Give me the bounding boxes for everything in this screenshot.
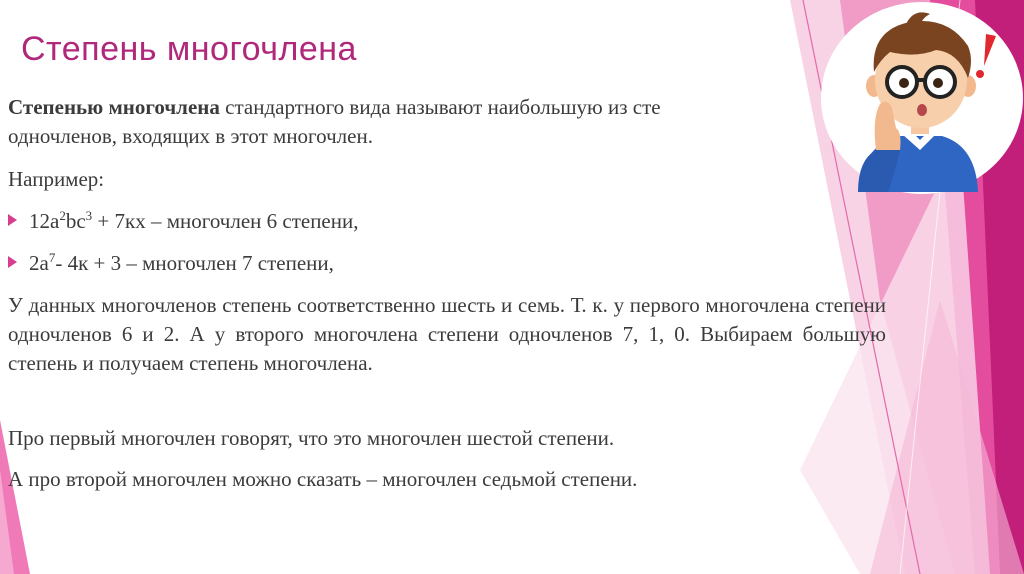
list-item — [8, 249, 334, 278]
eye-right — [933, 78, 943, 88]
bullet-sup: 3 — [85, 208, 93, 223]
list-item — [8, 207, 358, 236]
slide-title: Степень многочлена — [21, 30, 357, 68]
definition-line-1 — [8, 93, 661, 122]
example-label: Например: — [8, 167, 105, 191]
definition-term: Степенью многочлена — [8, 95, 220, 119]
eye-left — [899, 78, 909, 88]
bullet-arrow-icon — [8, 214, 17, 226]
explanation-paragraph: У данных многочленов степень соответственно шесть и семь. Т. к. у первого многочлена степени одночленов 6 и 2. А у второго многочлена степени одночленов 7, 1, 0. Выбираем большую степень и получаем степень многочлена. — [8, 293, 886, 375]
definition-line-2: одночленов, входящих в этот многочлен. — [8, 124, 373, 148]
thinking-boy-illustration — [818, 0, 1024, 212]
bullet-lead: 2a — [29, 251, 49, 275]
conclusion-first: Про первый многочлен говорят, что это многочлен шестой степени. — [8, 426, 615, 450]
conclusion-second: А про второй многочлен можно сказать – многочлен седьмой степени. — [8, 467, 638, 491]
exclamation-dot-icon — [976, 70, 984, 78]
boy-mouth — [917, 104, 927, 116]
bullet-mid: - 4к + 3 – многочлен 7 степени, — [55, 251, 334, 275]
bullet-arrow-icon — [8, 256, 17, 268]
bullet-tail: + 7кх – многочлен 6 степени, — [92, 209, 359, 233]
bullet-mid: bc — [65, 209, 86, 233]
bullet-sup: 7 — [48, 250, 56, 265]
bullet-lead: 12a — [29, 209, 60, 233]
bullet-sup: 2 — [59, 208, 66, 223]
definition-text: стандартного вида называют наибольшую из сте — [219, 95, 661, 119]
